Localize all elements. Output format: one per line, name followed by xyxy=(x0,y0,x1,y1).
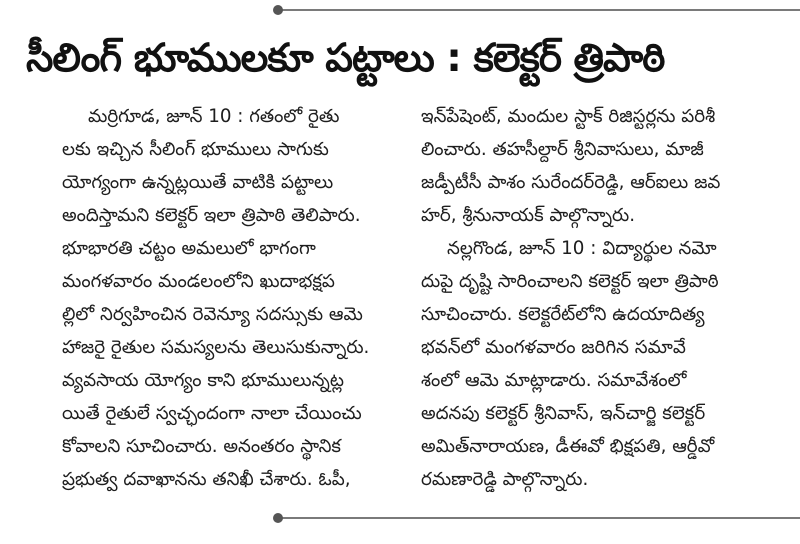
article-text-line: హాజరై రైతుల సమస్యలను తెలుసుకున్నారు. xyxy=(62,337,370,358)
article-text-line: దుపై దృష్టి సారించాలని కలెక్టర్ ఇలా త్రిపాఠి xyxy=(421,271,719,292)
article-text-line: అదనపు కలెక్టర్ శ్రీనివాస్, ఇన్‌చార్జి కలెక్టర్ xyxy=(421,403,706,424)
article-text-line: ఇన్‌పేషెంట్, మందుల స్టాక్ రిజిస్టర్లను పరిశీ xyxy=(421,106,716,127)
article-text-line: యోగ్యంగా ఉన్నట్లయితే వాటికి పట్టాలు xyxy=(62,172,334,193)
article-text-line: ప్రభుత్వ దవాఖానను తనిఖీ చేశారు. ఓపీ, xyxy=(62,469,351,490)
article-text-line: వ్యవసాయ యోగ్యం కాని భూములున్నట్ల xyxy=(62,370,344,391)
article-text-line: నల్లగొండ, జూన్ 10 : విద్యార్థుల నమో xyxy=(447,238,717,259)
top-divider-dot xyxy=(273,5,283,15)
article-text-line: కోవాలని సూచించారు. అనంతరం స్థానిక xyxy=(62,436,341,457)
right-column xyxy=(421,100,763,496)
article-text-line: భూభారతి చట్టం అమలులో భాగంగా xyxy=(62,238,316,259)
article-text-line: భవన్‌లో మంగళవారం జరిగిన సమావే xyxy=(421,337,686,358)
article-text-line: మంగళవారం మండలంలోని ఖుదాభక్షప xyxy=(62,271,335,292)
article-text-line: లించారు. తహసీల్దార్ శ్రీనివాసులు, మాజీ xyxy=(421,139,704,160)
article-text-line: జడ్పీటీసీ పాశం సురేందర్‌రెడ్డి, ఆర్‌ఐలు జవ xyxy=(421,172,721,193)
article-text-line: ల్లిలో నిర్వహించిన రెవెన్యూ సదస్సుకు ఆమె xyxy=(62,304,363,325)
article-text-line: సూచించారు. కలెక్టరేట్‌లోని ఉదయాదిత్య xyxy=(421,304,705,325)
article-headline: సీలింగ్ భూములకూ పట్టాలు : కలెక్టర్ త్రిపాఠి xyxy=(26,36,665,81)
article-text-line: హర్, శ్రీనునాయక్ పాల్గొన్నారు. xyxy=(421,205,636,226)
article-text-line: అందిస్తామని కలెక్టర్ ఇలా త్రిపాఠి తెలిపారు. xyxy=(62,205,361,226)
bottom-divider-dot xyxy=(273,513,283,523)
bottom-divider-line xyxy=(282,517,800,519)
article-text-line: యితే రైతులే స్వచ్ఛందంగా నాలా చేయించు xyxy=(62,403,362,424)
article-text-line: అమిత్‌నారాయణ, డీఈవో భిక్షపతి, ఆర్డీవో xyxy=(421,436,715,457)
article-text-line: మర్రిగూడ, జూన్ 10 : గతంలో రైతు xyxy=(88,106,340,127)
article-text-line: లకు ఇచ్చిన సీలింగ్ భూములు సాగుకు xyxy=(62,139,329,160)
article-text-line: రమణారెడ్డి పాల్గొన్నారు. xyxy=(421,469,589,490)
left-column xyxy=(62,100,394,496)
top-divider-line xyxy=(282,9,800,11)
article-text-line: శంలో ఆమె మాట్లాడారు. సమావేశంలో xyxy=(421,370,687,391)
